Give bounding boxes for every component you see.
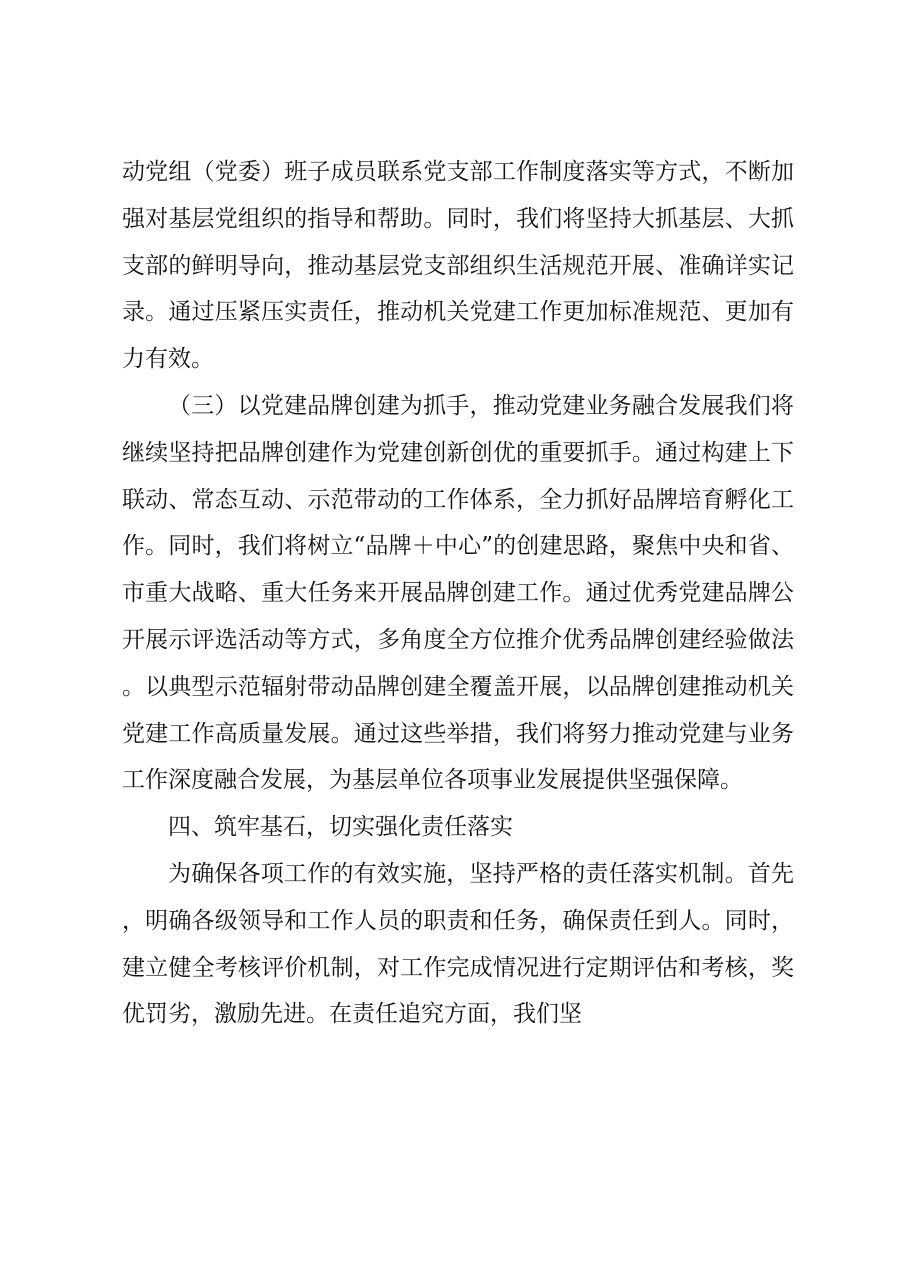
paragraph-continuation: 动党组（党委）班子成员联系党支部工作制度落实等方式，不断加强对基层党组织的指导和帮助。同时，我们将坚持大抓基层、大抓支部的鲜明导向，推动基层党支部组织生活规范开展、准确详实记录。通过压紧压实责任，推动机关党建工作更加标准规范、更加有力有效。 bbox=[122, 159, 794, 373]
document-body bbox=[122, 149, 794, 1038]
paragraph-section-three: （三）以党建品牌创建为抓手，推动党建业务融合发展我们将继续坚持把品牌创建作为党建创新创优的重要抓手。通过构建上下联动、常态互动、示范带动的工作体系，全力抓好品牌培育孵化工作。同时，我们将树立“品牌＋中心”的创建思路，聚焦中央和省、市重大战略、重大任务来开展品牌创建工作。通过优秀党建品牌公开展示评选活动等方式，多角度全方位推介优秀品牌创建经验做法。以典型示范辐射带动品牌创建全覆盖开展，以品牌创建推动机关党建工作高质量发展。通过这些举措，我们将努力推动党建与业务工作深度融合发展，为基层单位各项事业发展提供坚强保障。 bbox=[122, 392, 794, 794]
paragraph-responsibility: 为确保各项工作的有效实施，坚持严格的责任落实机制。首先，明确各级领导和工作人员的职责和任务，确保责任到人。同时，建立健全考核评价机制，对工作完成情况进行定期评估和考核，奖优罚劣，激励先进。在责任追究方面，我们坚 bbox=[122, 860, 794, 1028]
section-heading-four: 四、筑牢基石，切实强化责任落实 bbox=[168, 814, 513, 841]
